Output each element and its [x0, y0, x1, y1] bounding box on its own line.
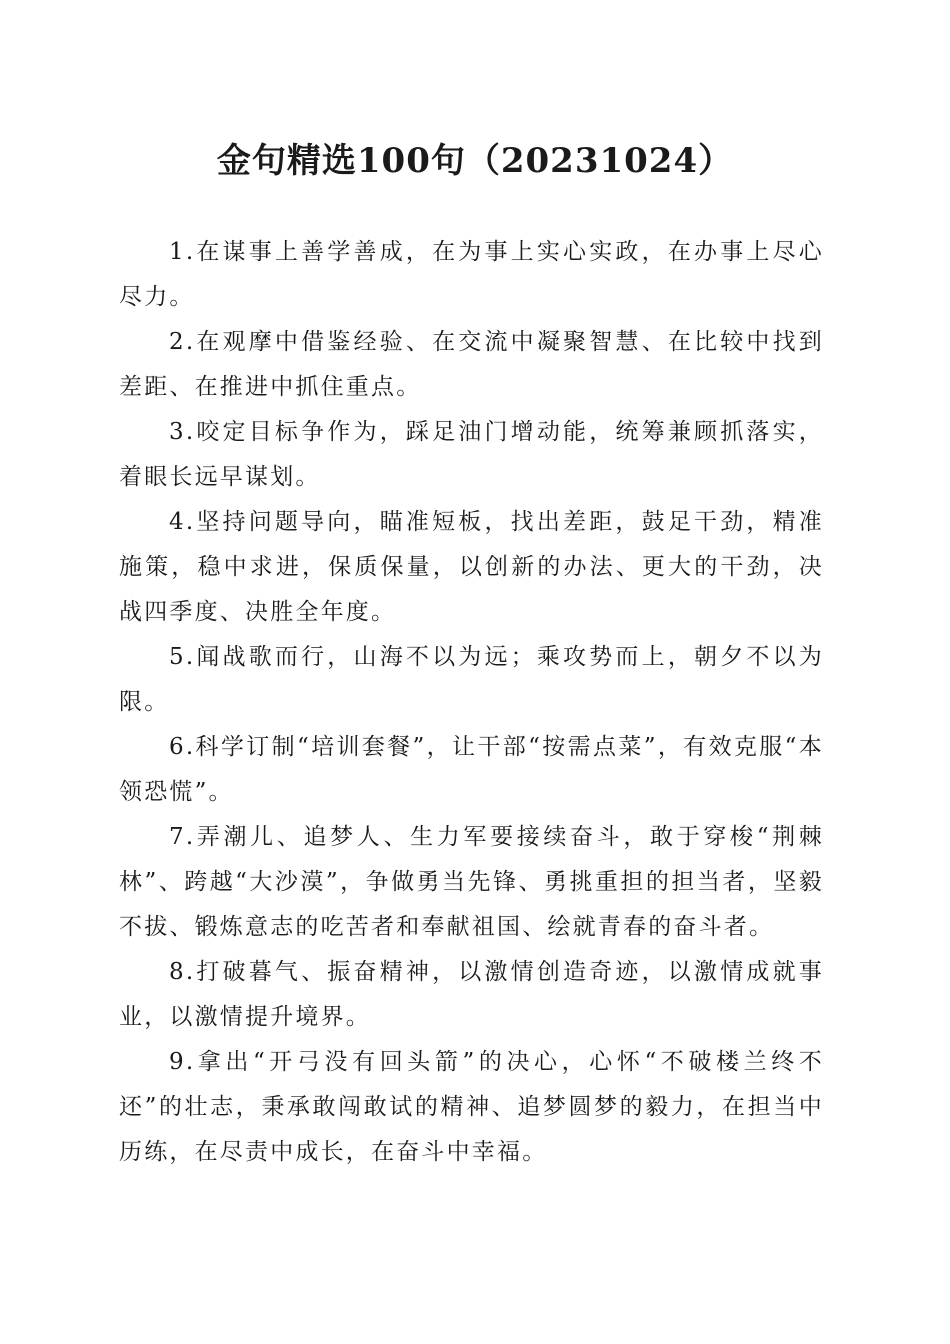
paragraph-4: 4.坚持问题导向，瞄准短板，找出差距，鼓足干劲，精准施策，稳中求进，保质保量，以创新的办法、更大的干劲，决战四季度、决胜全年度。	[119, 509, 824, 625]
paragraph-6: 6.科学订制“培训套餐”，让干部“按需点菜”，有效克服“本领恐慌”。	[119, 734, 824, 805]
paragraph-2: 2.在观摩中借鉴经验、在交流中凝聚智慧、在比较中找到差距、在推进中抓住重点。	[119, 329, 824, 400]
paragraph-7: 7.弄潮儿、追梦人、生力军要接续奋斗，敢于穿梭“荆棘林”、跨越“大沙漠”，争做勇当先锋、勇挑重担的担当者，坚毅不拔、锻炼意志的吃苦者和奉献祖国、绘就青春的奋斗者。	[119, 824, 824, 940]
paragraph-3: 3.咬定目标争作为，踩足油门增动能，统筹兼顾抓落实，着眼长远早谋划。	[119, 419, 824, 490]
document-body	[119, 230, 824, 1175]
document-title: 金句精选100句（20231024）	[216, 141, 734, 181]
paragraph-8: 8.打破暮气、振奋精神，以激情创造奇迹，以激情成就事业，以激情提升境界。	[119, 959, 824, 1030]
paragraph-9: 9.拿出“开弓没有回头箭”的决心，心怀“不破楼兰终不还”的壮志，秉承敢闯敢试的精神、追梦圆梦的毅力，在担当中历练，在尽责中成长，在奋斗中幸福。	[119, 1049, 824, 1165]
paragraph-1: 1.在谋事上善学善成，在为事上实心实政，在办事上尽心尽力。	[119, 239, 824, 310]
paragraph-5: 5.闻战歌而行，山海不以为远；乘攻势而上，朝夕不以为限。	[119, 644, 824, 715]
